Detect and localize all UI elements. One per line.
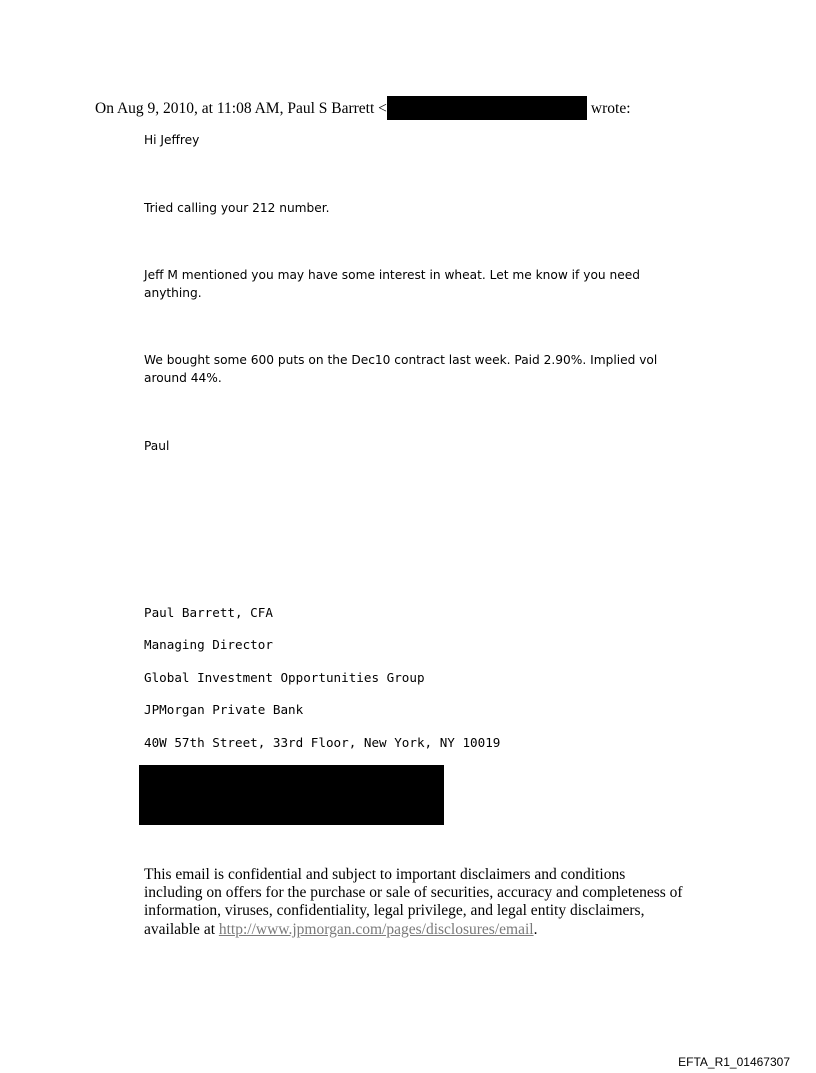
disclaimer-link[interactable]: http://www.jpmorgan.com/pages/disclosures/email [218, 920, 534, 938]
email-paragraph-3: We bought some 600 puts on the Dec10 contract last week. Paid 2.90%. Implied vol around 44%. [144, 353, 658, 385]
signature-name: Paul Barrett, CFA [144, 605, 273, 620]
signature-group: Global Investment Opportunities Group [144, 670, 425, 685]
email-paragraph-1: Tried calling your 212 number. [144, 201, 330, 215]
email-paragraph-2: Jeff M mentioned you may have some interest in wheat. Let me know if you need anything. [144, 268, 640, 300]
signature-company: JPMorgan Private Bank [144, 702, 304, 717]
redacted-contact-block [139, 765, 444, 825]
email-header [95, 96, 631, 120]
signature-title: Managing Director [144, 637, 273, 652]
signature-address: 40W 57th Street, 33rd Floor, New York, NY 10019 [144, 735, 501, 750]
redacted-email-address [387, 96, 587, 120]
email-greeting: Hi Jeffrey [144, 133, 200, 147]
email-signoff: Paul [144, 439, 170, 453]
email-header-prefix: On Aug 9, 2010, at 11:08 AM, Paul S Barrett < [95, 100, 387, 117]
disclaimer-trailing: . [533, 920, 538, 938]
email-header-suffix: wrote: [590, 100, 631, 117]
disclaimer [144, 866, 684, 939]
disclaimer-text: This email is confidential and subject to important disclaimers and conditions including on offers for the purchase or sale of securities, accuracy and completeness of information, viruses, confidentiality, legal privilege, and legal entity disclaimers, available at [144, 866, 683, 938]
document-id: EFTA_R1_01467307 [678, 1055, 790, 1069]
